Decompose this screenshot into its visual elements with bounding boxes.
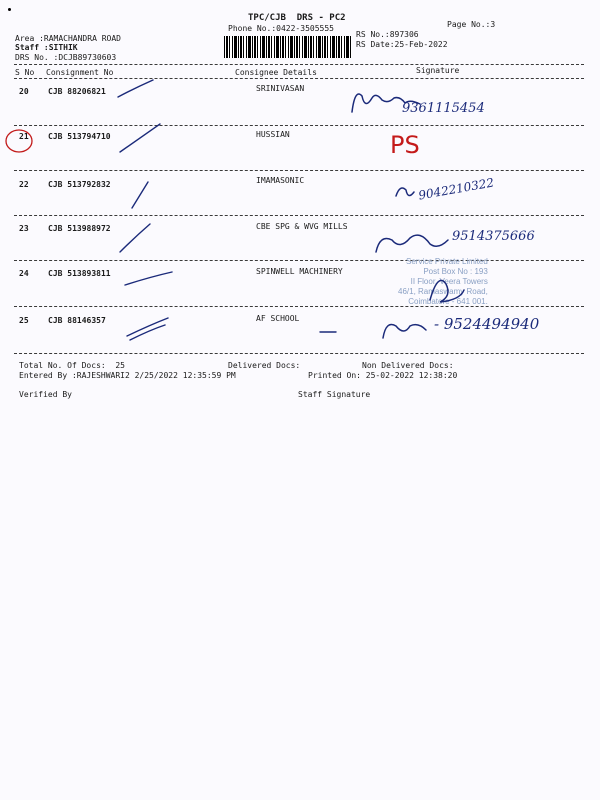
row-consignee: HUSSIAN	[256, 130, 290, 139]
signature	[376, 235, 448, 252]
page-number: Page No.:3	[447, 20, 496, 29]
signature	[396, 188, 414, 196]
col-sno: S No	[15, 68, 35, 77]
phone-number: Phone No.:0422-3505555	[228, 24, 334, 33]
handwritten-phone: - 9524494940	[434, 315, 540, 333]
row-consignment: CJB 513988972	[48, 224, 111, 233]
check-mark	[118, 80, 153, 97]
row-consignment: CJB 88146357	[48, 316, 106, 325]
handwriting-overlay	[0, 0, 600, 360]
area-field: Area :RAMACHANDRA ROAD	[15, 34, 121, 43]
circle-mark	[6, 130, 32, 152]
total-docs: Total No. Of Docs: 25	[19, 361, 125, 370]
staff-field: Staff :SITHIK	[15, 43, 78, 52]
signature	[430, 280, 464, 302]
check-mark	[120, 224, 150, 252]
drs-number: DRS No. :DCJB89730603	[15, 53, 117, 62]
row-consignee: SRINIVASAN	[256, 84, 305, 93]
col-consignee: Consignee Details	[235, 68, 317, 77]
col-consignment: Consignment No	[46, 68, 114, 77]
row-consignee: SPINWELL MACHINERY	[256, 267, 343, 276]
check-mark	[132, 182, 148, 208]
check-mark	[120, 124, 160, 152]
signature	[383, 325, 426, 339]
row-consignment: CJB 513893811	[48, 269, 111, 278]
row-sno: 25	[19, 316, 29, 325]
row-sno: 24	[19, 269, 29, 278]
verified-by: Verified By	[19, 390, 72, 399]
row-consignment: CJB 88206821	[48, 87, 106, 96]
row-sno: 20	[19, 87, 29, 96]
handwritten-phone: 9361115454	[402, 101, 485, 116]
non-delivered-docs: Non Delivered Docs:	[362, 361, 454, 370]
handwritten-phone: 9514375666	[452, 229, 535, 244]
rs-date: RS Date:25-Feb-2022	[356, 40, 448, 49]
row-sno: 22	[19, 180, 29, 189]
handwritten-initials: PS	[390, 131, 420, 159]
handwritten-phone: 9042210322	[417, 175, 495, 203]
company-stamp: Service Private Limited Post Box No : 193 II Floor, Veera Towers 46/1, Ramaswamy Road, Coimbatore - 641 001.	[398, 257, 488, 306]
row-consignment: CJB 513794710	[48, 132, 111, 141]
row-consignee: AF SCHOOL	[256, 314, 300, 323]
delivered-docs: Delivered Docs:	[228, 361, 301, 370]
row-consignee: CBE SPG & WVG MILLS	[256, 222, 348, 231]
check-mark	[127, 318, 168, 340]
printed-on: Printed On: 25-02-2022 12:38:20	[308, 371, 458, 380]
row-sno: 23	[19, 224, 29, 233]
row-sno: 21	[19, 132, 29, 141]
entered-by: Entered By :RAJESHWARI2 2/25/2022 12:35:59 PM	[19, 371, 236, 380]
row-consignment: CJB 513792832	[48, 180, 111, 189]
document-title: TPC/CJB DRS - PC2	[248, 13, 346, 23]
row-consignee: IMAMASONIC	[256, 176, 305, 185]
check-mark	[125, 272, 172, 285]
staff-signature: Staff Signature	[298, 390, 371, 399]
col-signature: Signature	[416, 66, 460, 75]
rs-number: RS No.:897306	[356, 30, 419, 39]
